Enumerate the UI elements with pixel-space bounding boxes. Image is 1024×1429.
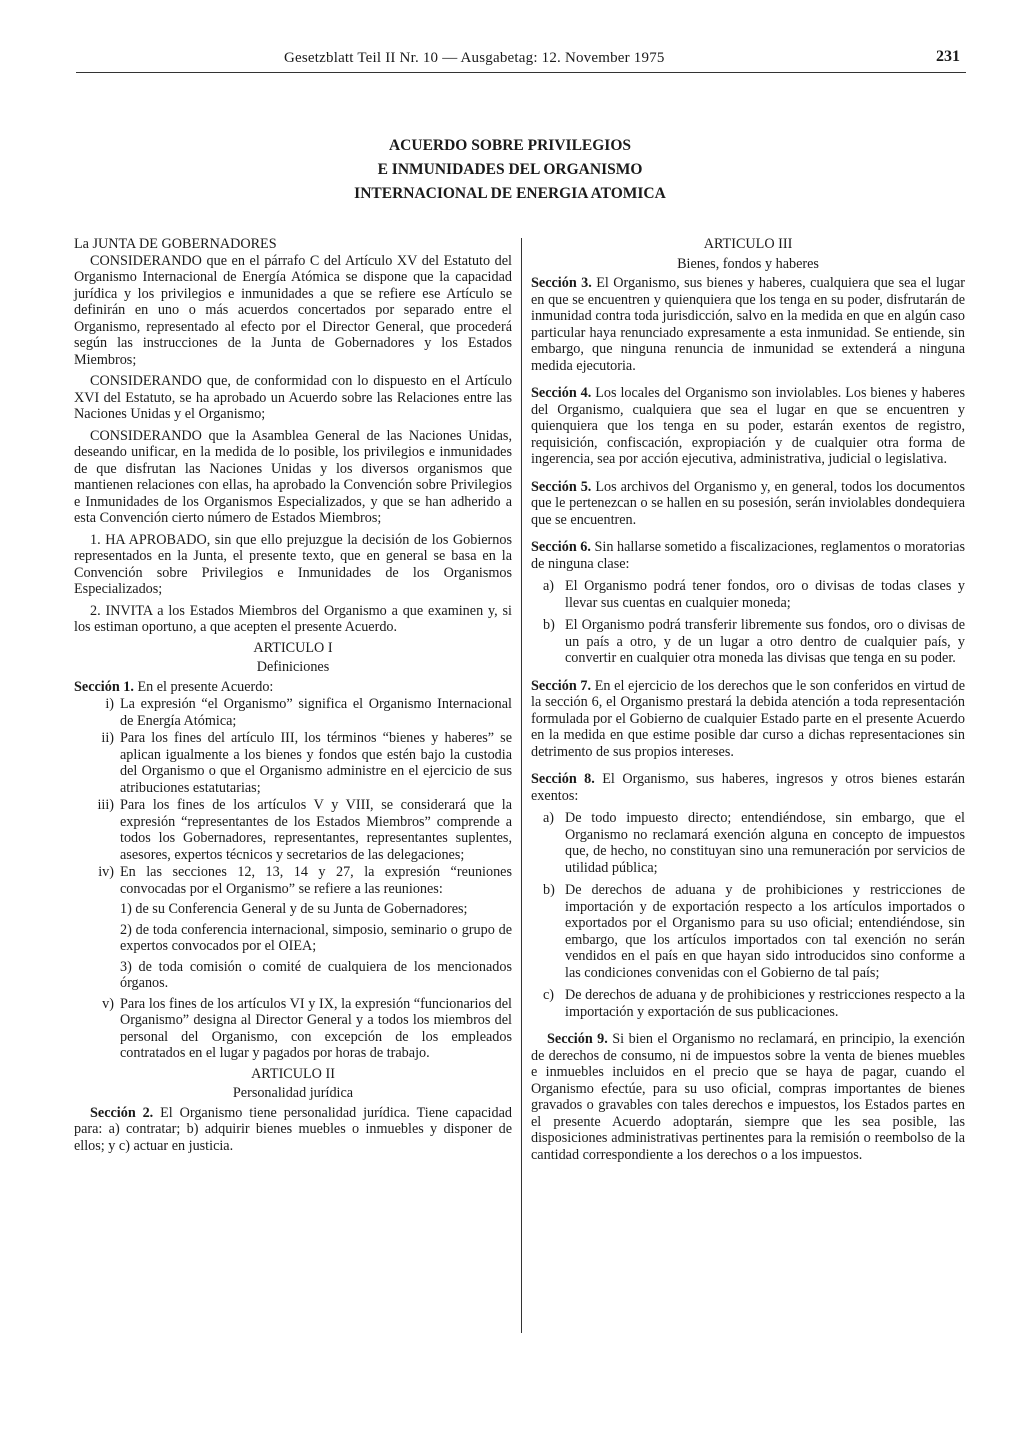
item-marker: b) (543, 882, 555, 898)
definition-item (74, 864, 512, 897)
section-6-text: Sin hallarse sometido a fiscalizaciones, reglamentos o moratorias de ninguna clase: (531, 539, 965, 572)
paragraph-invita: 2. INVITA a los Estados Miembros del Organismo a que examinen y, si los estiman oportuno, a que acepten el presente Acuerdo. (74, 602, 512, 635)
section-9-text: Si bien el Organismo no reclamará, en principio, la exención de derechos de consumo, ni de impuestos sobre la venta de bienes muebles e inmuebles incluidos en el precio que se haya de pagar, cuando el Organismo efectúe, para su uso oficial, compras importantes de bienes gravados o gravables con tales derechos e impuestos, los Estados partes en el presente Acuerdo adoptarán, siempre que les sea posible, las disposiciones administrativas pertinentes para la remisión o reembolso de la cantidad correspondiente a los derechos o a los impuestos. (531, 1031, 965, 1163)
article-1-heading: ARTICULO I (253, 639, 333, 656)
article-2-title: Personalidad jurídica (232, 1085, 354, 1101)
section-4 (531, 385, 965, 468)
item-text: Para los fines de los artículos VI y IX, la expresión “funcionarios del Organismo” designa al Director General y a todos los miembros del personal del Organismo, con excepción de los empleados contratados en el lugar y pagados por horas de trabajo. (120, 995, 512, 1061)
item-text: Para los fines de los artículos V y VIII, se considerará que la expresión “representantes de los Estados Miembros” comprende a todos los Gobernadores, representantes, representantes suplentes, asesores, expertos técnicos y secretarios de las delegaciones; (120, 797, 512, 863)
item-marker: iii) (97, 797, 114, 813)
section-7-label: Sección 7. (531, 677, 592, 694)
item-text: En las secciones 12, 13, 14 y 27, la expresión “reuniones convocadas por el Organismo” se refiere a las reuniones: (120, 864, 512, 897)
section-6 (531, 539, 965, 572)
section-3-text: El Organismo, sus bienes y haberes, cualquiera que sea el lugar en que se encuentren y quienquiera que los tenga en su poder, disfrutarán de inmunidad contra toda jurisdicción, salvo en la medida en que en algún caso particular haya renunciado expresamente a esta inmunidad. Se entiende, sin embargo, que ninguna renuncia de inmunidad se extenderá a ninguna medida ejecutoria. (531, 275, 965, 374)
definition-item (74, 797, 512, 863)
item-marker: iv) (98, 864, 114, 880)
left-column (74, 236, 512, 1154)
section-7 (531, 678, 965, 761)
intro-line: La JUNTA DE GOBERNADORES (74, 236, 277, 252)
section-3-label: Sección 3. (531, 275, 592, 291)
section-5-text: Los archivos del Organismo y, en general, todos los documentos que le pertenezcan o se hallen en su posesión, serán inviolables dondequiera que se encuentren. (531, 478, 965, 528)
list-item (531, 882, 965, 981)
section-8-text: El Organismo, sus haberes, ingresos y otros bienes estarán exentos: (531, 771, 965, 804)
page-number: 231 (936, 48, 960, 65)
item-marker: a) (543, 578, 555, 594)
list-item (531, 578, 965, 611)
definition-item (74, 730, 512, 796)
item-marker: v) (102, 995, 114, 1012)
running-header (76, 48, 966, 73)
title-line-2: E INMUNIDADES DEL ORGANISMO (377, 161, 643, 178)
document-title (276, 134, 744, 206)
item-text: Para los fines del artículo III, los términos “bienes y haberes” se aplican igualmente a los bienes y fondos que estén bajo la custodia del Organismo o que el Organismo administre en el ejercicio de sus atribuciones estatutarias; (120, 730, 512, 796)
column-divider (521, 238, 522, 1333)
title-line-3: INTERNACIONAL DE ENERGIA ATOMICA (354, 185, 666, 202)
section-4-label: Sección 4. (531, 385, 592, 401)
section-8-label: Sección 8. (531, 771, 595, 787)
section-6-label: Sección 6. (531, 539, 591, 555)
section-2-text: El Organismo tiene personalidad jurídica. Tiene capacidad para: a) contratar; b) adquirir bienes muebles o inmuebles y disponer de ellos; y c) actuar en justicia. (74, 1104, 512, 1154)
section-9-label: Sección 9. (547, 1031, 608, 1047)
section-5-label: Sección 5. (531, 478, 592, 495)
item-marker: a) (543, 810, 555, 826)
section-2-label: Sección 2. (90, 1104, 154, 1121)
sub-item: 1) de su Conferencia General y de su Junta de Gobernadores; (120, 901, 468, 917)
article-1-title: Definiciones (256, 659, 330, 675)
sub-item: 3) de toda comisión o comité de cualquiera de los mencionados órganos. (120, 958, 512, 991)
right-column (531, 236, 965, 1163)
paragraph-considerando-1: CONSIDERANDO que en el párrafo C del Artículo XV del Estatuto del Organismo Internacional de Energía Atómica se dispone que la capacidad jurídica y los privilegios e inmunidades a que se refiere ese Artículo se definirán en uno o más acuerdos concertados por separado entre el Organismo, representado al efecto por el Director General, que procederá según las instrucciones de la Junta de Gobernadores y los Estados Miembros; (74, 252, 512, 368)
item-text: La expresión “el Organismo” significa el Organismo Internacional de Energía Atómica; (120, 696, 512, 729)
list-item (531, 987, 965, 1020)
item-text: El Organismo podrá transferir libremente sus fondos, oro o divisas de un país a otro, y de un lugar a otro dentro de cualquier país, y convertir en cualquier otra moneda las divisas que tenga en su poder. (565, 617, 965, 666)
section-1-label: Sección 1. (74, 678, 134, 695)
definition-item (74, 996, 512, 1062)
article-2-heading: ARTICULO II (251, 1065, 335, 1082)
item-marker: c) (543, 987, 555, 1003)
paragraph-ha-aprobado: 1. HA APROBADO, sin que ello prejuzgue la decisión de los Gobiernos representados en la Junta, el presente texto, que en general se basa en la Convención sobre Privilegios e Inmunidades de los Organismos Especializados; (74, 531, 512, 597)
title-line-1: ACUERDO SOBRE PRIVILEGIOS (388, 137, 632, 154)
item-text: De derechos de aduana y de prohibiciones y restricciones respecto a la importación y exportación de sus publicaciones. (565, 987, 965, 1020)
section-3 (531, 275, 965, 374)
article-3-heading: ARTICULO III (703, 236, 793, 252)
section-1 (74, 679, 512, 696)
list-item (531, 617, 965, 667)
section-7-text: En el ejercicio de los derechos que le son conferidos en virtud de la sección 6, el Organismo prestará la debida atención a toda representación formulada por el Gobierno de cualquier Estado parte en el presente Acuerdo en la medida en que estime posible dar curso a dichas representaciones sin detrimento de sus propios intereses. (531, 677, 965, 760)
section-8 (531, 771, 965, 804)
running-head-text: Gesetzblatt Teil II Nr. 10 — Ausgabetag: 12. November 1975 (284, 50, 665, 66)
section-5 (531, 479, 965, 529)
item-marker: ii) (101, 730, 114, 746)
definition-item (74, 696, 512, 729)
list-item (531, 810, 965, 876)
section-4-text: Los locales del Organismo son inviolables. Los bienes y haberes del Organismo, cualquiera que sea el lugar en que se encuentren y quienquiera que los tenga en su poder, estarán exentos de registro, requisición, confiscación, expropiación y de cualquier otra forma de ingerencia, sea por acción ejecutiva, administrativa, judicial o legislativa. (531, 385, 965, 467)
item-text: De derechos de aduana y de prohibiciones y restricciones de importación y de exportación respecto a los artículos importados o exportados por el Organismo para su uso oficial; entendiéndose, sin embargo, que los artículos importados con tal exención no serán vendidos en el país en que hayan sido introducidos sino conforme a las condiciones convenidas con el Gobierno de tal país; (565, 882, 965, 981)
paragraph-considerando-2: CONSIDERANDO que, de conformidad con lo dispuesto en el Artículo XVI del Estatuto, se ha aprobado un Acuerdo sobre las Relaciones entre las Naciones Unidas y el Organismo; (74, 373, 512, 422)
paragraph-considerando-3: CONSIDERANDO que la Asamblea General de las Naciones Unidas, deseando unificar, en la medida de lo posible, los privilegios e inmunidades de que disfrutan las Naciones Unidas y los diversos organismos que mantienen relaciones con ellas, ha aprobado la Convención sobre Privilegios e Inmunidades de los Organismos Especializados, y que se han adherido a esta Convención cierto número de Estados Miembros; (74, 427, 512, 526)
item-marker: b) (543, 617, 555, 633)
item-text: De todo impuesto directo; entendiéndose, sin embargo, que el Organismo no reclamará exención alguna en concepto de impuestos que, de hecho, no constituyan sino una remuneración por servicios de utilidad pública; (565, 810, 965, 876)
section-2 (74, 1105, 512, 1155)
sub-item: 2) de toda conferencia internacional, simposio, seminario o grupo de expertos convocados por el OIEA; (120, 921, 512, 954)
section-9 (531, 1031, 965, 1163)
item-text: El Organismo podrá tener fondos, oro o divisas de todas clases y llevar sus cuentas en cualquier moneda; (565, 578, 965, 611)
item-marker: i) (105, 696, 114, 712)
article-3-title: Bienes, fondos y haberes (677, 255, 819, 272)
section-1-text: En el presente Acuerdo: (133, 678, 274, 695)
